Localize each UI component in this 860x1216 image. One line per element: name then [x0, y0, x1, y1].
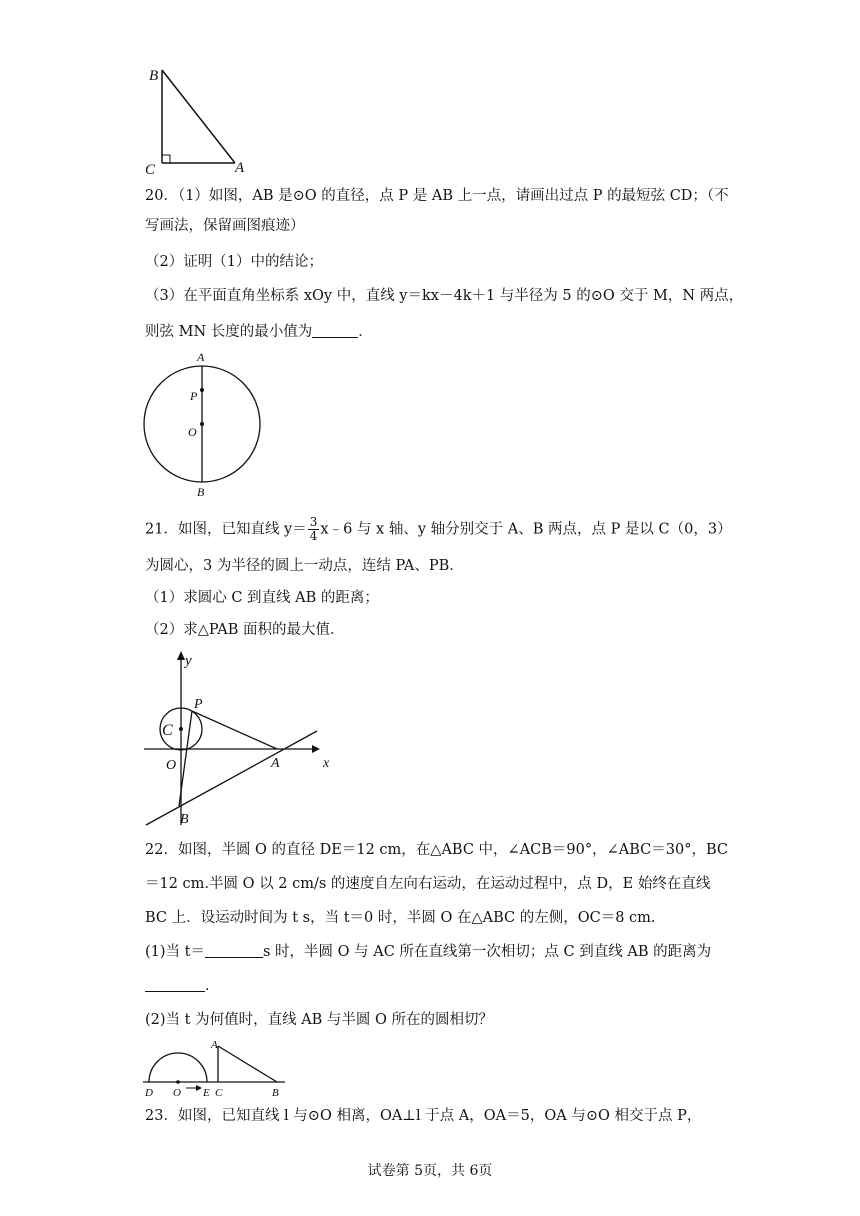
right-angle-mark [162, 155, 170, 163]
q22-line1: 22．如图，半圆 O 的直径 DE＝12 cm，在△ABC 中，∠ACB＝90°，∠ABC＝30°，BC [145, 842, 728, 858]
label-a: A [211, 1039, 218, 1051]
q22-line2: ＝12 cm.半圆 O 以 2 cm/s 的速度自左向右运动，在运动过程中，点 D，E 始终在直线 [145, 876, 711, 892]
triangle-figure [140, 60, 260, 185]
q20-line2: 写画法，保留画图痕迹） [145, 218, 305, 234]
q22-line4 [145, 942, 711, 962]
fraction-denominator: 4 [309, 529, 318, 543]
q21-line1 [145, 516, 732, 543]
label-y: y [185, 653, 192, 669]
q22-line6: (2)当 t 为何值时，直线 AB 与半圆 O 所在的圆相切？ [145, 1012, 494, 1028]
point-p [200, 388, 204, 392]
label-o: O [188, 425, 197, 439]
label-o: O [166, 758, 177, 773]
answer-blank-t[interactable] [205, 943, 263, 958]
label-a: A [271, 756, 280, 771]
q22-line3: BC 上．设运动时间为 t s，当 t＝0 时，半圆 O 在△ABC 的左侧，OC＝8 cm. [145, 910, 656, 926]
point-o [176, 1080, 180, 1084]
q20-line1: 20．（1）如图，AB 是⊙O 的直径，点 P 是 AB 上一点，请画出过点 P 的最短弦 CD；（不 [145, 188, 729, 204]
label-x: x [323, 756, 330, 771]
q21-line1-text: 21．如图，已知直线 y＝ [145, 521, 307, 538]
label-b: B [180, 812, 189, 827]
label-e: E [203, 1087, 210, 1099]
q21-line4: （2）求△PAB 面积的最大值． [145, 622, 345, 638]
circle-figure [140, 348, 265, 500]
q22-line5-end: ． [205, 978, 220, 994]
q20-line4: （3）在平面直角坐标系 xOy 中，直线 y＝kx－4k＋1 与半径为 5 的⊙O 交于 M，N 两点， [145, 288, 744, 304]
label-c: C [162, 722, 173, 739]
q23-line1: 23．如图，已知直线 l 与⊙O 相离，OA⊥l 于点 A，OA＝5，OA 与⊙O 相交于点 P， [145, 1108, 702, 1124]
label-c: C [215, 1087, 223, 1099]
q22-line4-rest: s 时，半圆 O 与 AC 所在直线第一次相切；点 C 到直线 AB 的距离为 [262, 944, 712, 960]
q21-line3: （1）求圆心 C 到直线 AB 的距离； [145, 590, 379, 606]
coordinate-figure [140, 645, 340, 830]
fraction [308, 516, 320, 543]
label-o: O [173, 1087, 181, 1099]
q22-line4-text: (1)当 t＝ [145, 944, 205, 960]
label-a: A [197, 350, 205, 364]
label-p: P [190, 389, 198, 403]
label-b: B [149, 68, 159, 84]
point-o [200, 422, 204, 426]
label-b: B [272, 1087, 279, 1099]
q20-line5-text: 则弦 MN 长度的最小值为 [145, 324, 313, 340]
triangle-side-ab [218, 1046, 277, 1082]
label-p: P [194, 697, 203, 712]
answer-blank-distance[interactable] [145, 977, 205, 992]
line-ab [146, 731, 317, 825]
label-a: A [235, 160, 245, 176]
semicircle-o [149, 1053, 207, 1082]
segment-pa [192, 711, 277, 749]
q20-line3: （2）证明（1）中的结论； [145, 254, 323, 270]
label-d: D [145, 1087, 153, 1099]
motion-arrowhead [196, 1085, 202, 1091]
q21-line2: 为圆心，3 为半径的圆上一动点，连结 PA、PB． [145, 558, 464, 574]
semicircle-figure [140, 1036, 290, 1100]
page-footer: 试卷第 5页，共 6页 [367, 1163, 493, 1179]
label-c: C [145, 162, 156, 178]
x-axis-arrow [312, 745, 320, 753]
answer-blank[interactable] [312, 323, 358, 338]
q20-line5 [145, 322, 373, 342]
y-axis-arrow [177, 651, 185, 660]
label-b: B [197, 485, 205, 499]
triangle-side-ab [162, 70, 235, 163]
point-c [179, 727, 183, 731]
q22-line5 [145, 976, 220, 996]
q20-line5-end: ． [358, 324, 373, 340]
fraction-numerator: 3 [309, 515, 318, 529]
q21-line1-rest: x﹣6 与 x 轴、y 轴分别交于 A、B 两点，点 P 是以 C（0，3） [320, 521, 732, 538]
